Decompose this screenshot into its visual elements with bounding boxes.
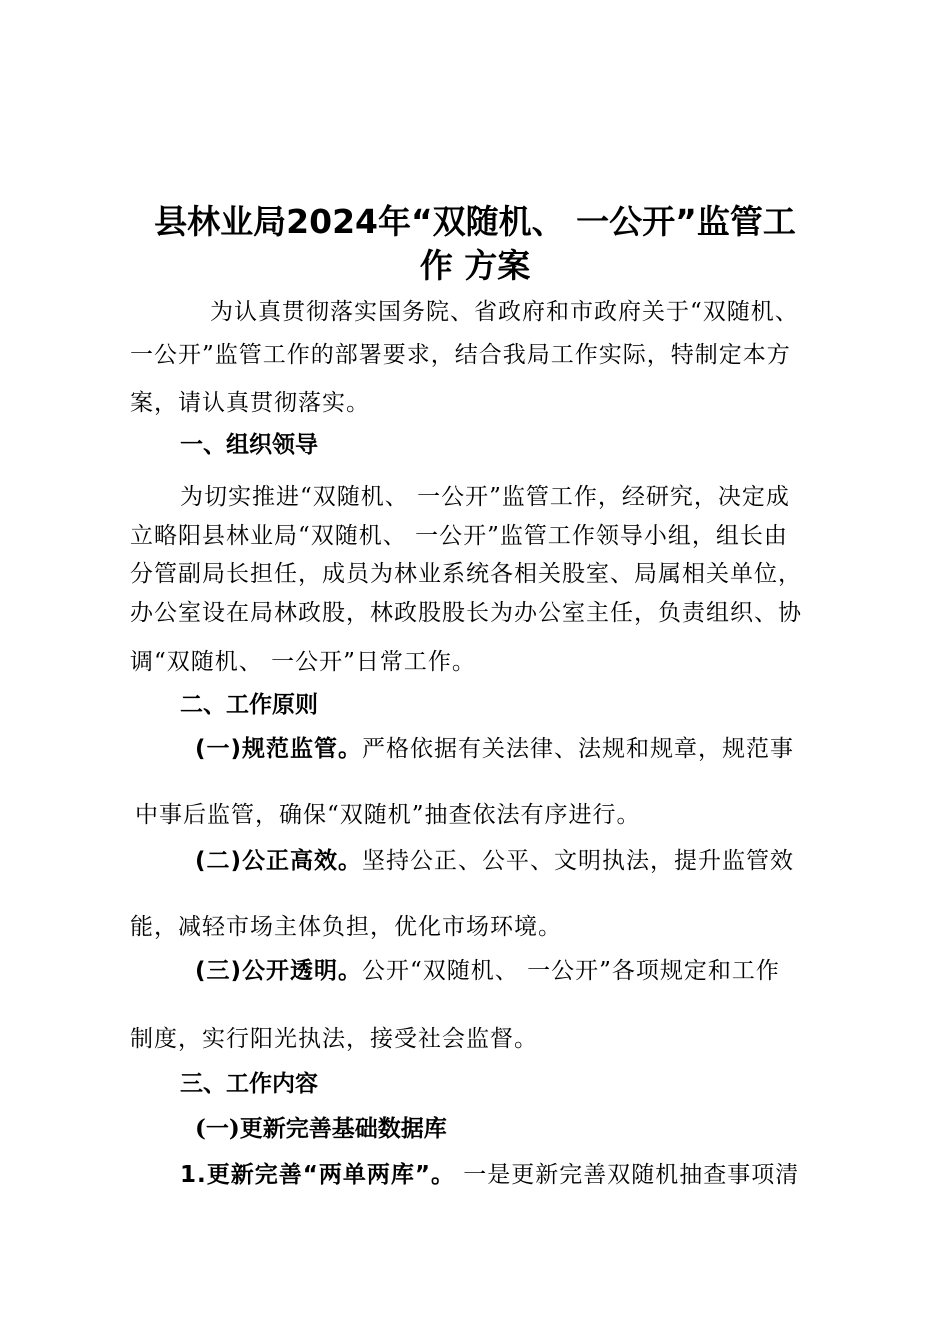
principle-3-line-1 <box>195 956 780 986</box>
content-item-1-title: 1.更新完善“两单两库”。 <box>180 1162 455 1188</box>
section-1-line-2: 立略阳县林业局“双随机、 一公开”监管工作领导小组，组长由 <box>130 523 788 549</box>
intro-line-2: 一公开”监管工作的部署要求，结合我局工作实际，特制定本方 <box>130 342 791 368</box>
principle-2-line-2: 能，减轻市场主体负担，优化市场环境。 <box>130 914 562 940</box>
principle-2-title: (二)公正高效。 <box>195 848 363 874</box>
section-2-heading: 二、工作原则 <box>180 692 318 718</box>
principle-1-title: (一)规范监管。 <box>195 736 363 762</box>
document-title <box>100 200 850 288</box>
principle-2-text: 坚持公正、公平、文明执法，提升监管效 <box>362 848 795 874</box>
principle-1-text: 严格依据有关法律、法规和规章，规范事 <box>362 736 795 762</box>
intro-line-3: 案，请认真贯彻落实。 <box>130 390 370 416</box>
content-item-1-text: 一是更新完善双随机抽查事项清 <box>454 1162 800 1188</box>
section-1-line-3: 分管副局长担任，成员为林业系统各相关股室、局属相关单位， <box>130 561 802 587</box>
title-line-1: 县林业局2024年“双随机、 一公开”监管工 <box>154 202 796 241</box>
title-line-2: 作 方案 <box>419 246 531 285</box>
principle-1-line-1 <box>195 734 794 764</box>
principle-3-title: (三)公开透明。 <box>195 958 363 984</box>
principle-3-line-2: 制度，实行阳光执法，接受社会监督。 <box>130 1026 538 1052</box>
section-3-heading: 三、工作内容 <box>180 1071 318 1097</box>
section-1-line-4: 办公室设在局林政股，林政股股长为办公室主任，负责组织、协 <box>130 600 802 626</box>
section-1-line-5: 调“双随机、 一公开”日常工作。 <box>130 649 476 675</box>
section-1-heading: 一、组织领导 <box>180 432 318 458</box>
section-3-subheading: (一)更新完善基础数据库 <box>195 1115 447 1142</box>
principle-2-line-1 <box>195 846 794 876</box>
principle-1-line-2: 中事后监管，确保“双随机”抽查依法有序进行。 <box>135 802 641 828</box>
content-item-1 <box>180 1160 799 1190</box>
section-1-line-1: 为切实推进“双随机、 一公开”监管工作，经研究，决定成 <box>180 484 790 510</box>
intro-line-1: 为认真贯彻落实国务院、省政府和市政府关于“双随机、 <box>210 299 799 325</box>
principle-3-text: 公开“双随机、 一公开”各项规定和工作 <box>362 958 780 984</box>
